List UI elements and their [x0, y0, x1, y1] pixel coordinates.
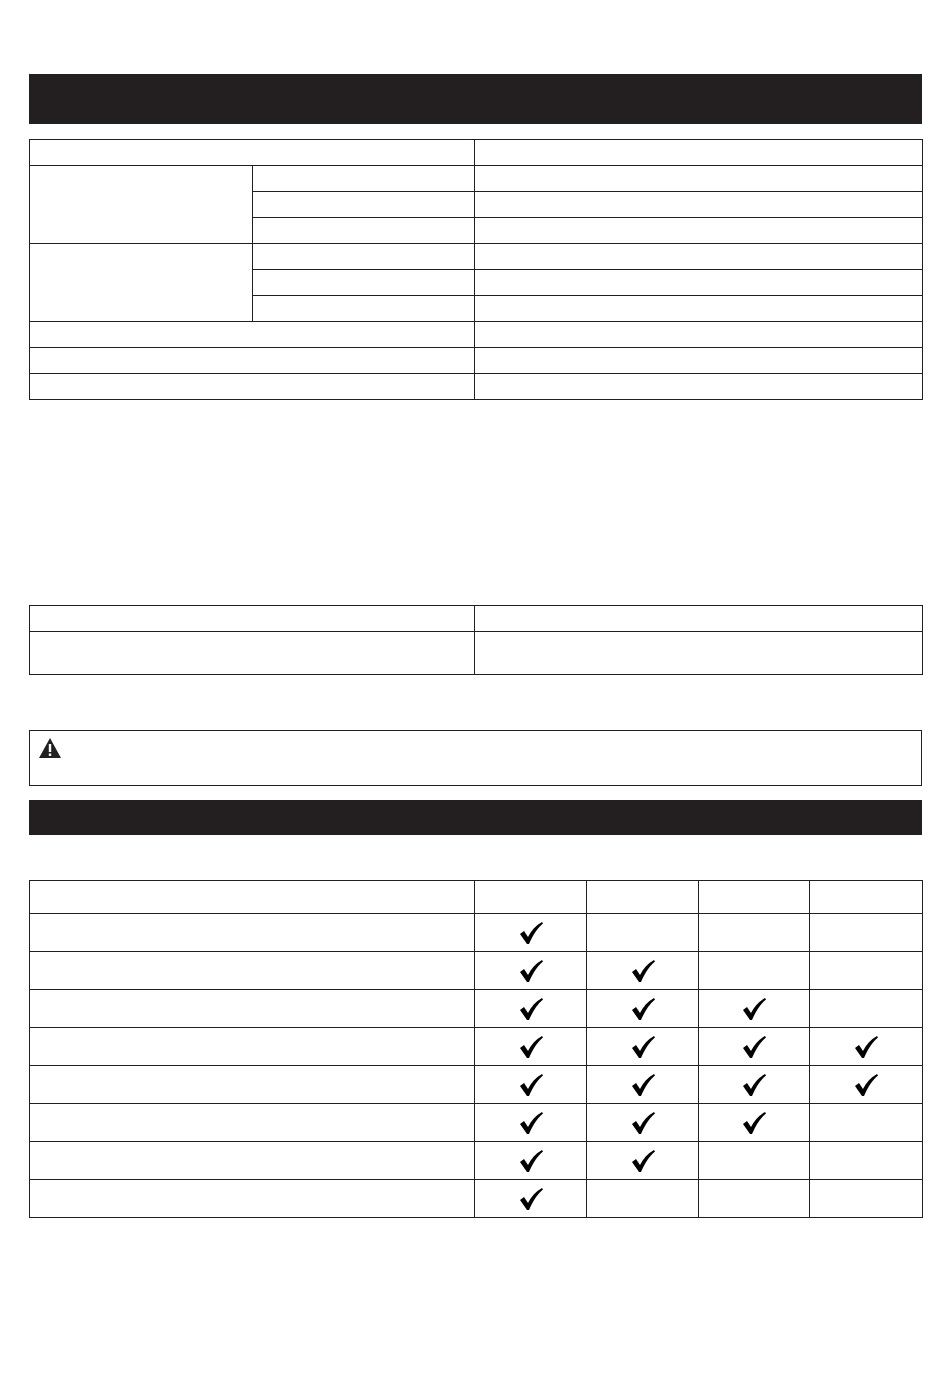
spec-sub-cell — [253, 166, 475, 192]
table-row — [30, 374, 923, 400]
spec-value-cell — [475, 218, 923, 244]
check-cell — [810, 1142, 923, 1180]
check-cell — [475, 1142, 587, 1180]
check-cell — [699, 952, 810, 990]
checkmark-icon — [518, 1035, 544, 1059]
row-label-cell — [30, 1142, 475, 1180]
checkmark-icon — [518, 959, 544, 983]
check-cell — [475, 1180, 587, 1218]
check-cell — [587, 952, 699, 990]
specifications-table — [29, 139, 923, 400]
check-cell — [587, 914, 699, 952]
checkmark-icon — [518, 1187, 544, 1211]
table-row — [30, 1028, 923, 1066]
checkmark-icon — [518, 1073, 544, 1097]
checkmark-icon — [741, 1111, 767, 1135]
checkmark-icon — [630, 959, 656, 983]
header-cell — [587, 881, 699, 914]
check-cell — [475, 914, 587, 952]
check-cell — [810, 990, 923, 1028]
checkmark-icon — [630, 997, 656, 1021]
check-cell — [810, 1104, 923, 1142]
spec-value-cell — [475, 322, 923, 348]
check-cell — [475, 1066, 587, 1104]
check-cell — [810, 1066, 923, 1104]
spec-value-cell — [475, 192, 923, 218]
spec-label-cell — [30, 348, 475, 374]
checkmark-icon — [630, 1073, 656, 1097]
warning-triangle-icon — [38, 737, 62, 759]
section-header-bar — [29, 800, 922, 835]
spec-value-cell — [475, 166, 923, 192]
checkmark-icon — [741, 1073, 767, 1097]
table-header-row — [30, 881, 923, 914]
spec-sub-cell — [253, 270, 475, 296]
secondary-value-cell — [475, 606, 923, 632]
compatibility-table — [29, 880, 923, 1218]
table-row — [30, 244, 923, 270]
check-cell — [699, 1142, 810, 1180]
table-row — [30, 166, 923, 192]
check-cell — [699, 990, 810, 1028]
table-row — [30, 990, 923, 1028]
table-row — [30, 1104, 923, 1142]
spec-value-cell — [475, 374, 923, 400]
secondary-label-cell — [30, 606, 475, 632]
check-cell — [587, 1066, 699, 1104]
checkmark-icon — [518, 1111, 544, 1135]
checkmark-icon — [741, 1035, 767, 1059]
table-row — [30, 952, 923, 990]
check-cell — [810, 1028, 923, 1066]
header-cell — [475, 881, 587, 914]
checkmark-icon — [741, 997, 767, 1021]
row-label-cell — [30, 914, 475, 952]
table-row — [30, 140, 923, 166]
check-cell — [475, 1028, 587, 1066]
spec-label-cell — [30, 140, 475, 166]
secondary-table — [29, 605, 923, 675]
check-cell — [699, 1028, 810, 1066]
spec-sub-cell — [253, 296, 475, 322]
row-label-cell — [30, 1180, 475, 1218]
spec-value-cell — [475, 244, 923, 270]
table-row — [30, 1180, 923, 1218]
header-cell — [810, 881, 923, 914]
secondary-label-cell — [30, 632, 475, 675]
check-cell — [587, 1180, 699, 1218]
check-cell — [587, 1142, 699, 1180]
spec-label-cell — [30, 322, 475, 348]
check-cell — [699, 1180, 810, 1218]
check-cell — [810, 914, 923, 952]
row-label-cell — [30, 1028, 475, 1066]
check-cell — [475, 990, 587, 1028]
check-cell — [699, 1066, 810, 1104]
spec-value-cell — [475, 140, 923, 166]
checkmark-icon — [630, 1149, 656, 1173]
table-row — [30, 348, 923, 374]
spec-value-cell — [475, 270, 923, 296]
table-row — [30, 914, 923, 952]
table-row — [30, 606, 923, 632]
checkmark-icon — [518, 1149, 544, 1173]
section-header-bar — [29, 74, 922, 124]
spec-group-cell — [30, 244, 253, 322]
table-row — [30, 1066, 923, 1104]
check-cell — [587, 990, 699, 1028]
spec-value-cell — [475, 296, 923, 322]
spec-label-cell — [30, 374, 475, 400]
spec-sub-cell — [253, 192, 475, 218]
table-row — [30, 322, 923, 348]
check-cell — [699, 914, 810, 952]
row-label-cell — [30, 1066, 475, 1104]
checkmark-icon — [518, 921, 544, 945]
checkmark-icon — [630, 1111, 656, 1135]
check-cell — [810, 952, 923, 990]
row-label-cell — [30, 990, 475, 1028]
check-cell — [587, 1028, 699, 1066]
check-cell — [587, 1104, 699, 1142]
spec-group-cell — [30, 166, 253, 244]
check-cell — [475, 952, 587, 990]
checkmark-icon — [853, 1073, 879, 1097]
checkmark-icon — [630, 1035, 656, 1059]
header-cell — [699, 881, 810, 914]
spec-value-cell — [475, 348, 923, 374]
row-label-cell — [30, 952, 475, 990]
checkmark-icon — [518, 997, 544, 1021]
check-cell — [475, 1104, 587, 1142]
header-cell — [30, 881, 475, 914]
warning-box — [29, 730, 922, 786]
row-label-cell — [30, 1104, 475, 1142]
check-cell — [810, 1180, 923, 1218]
table-row — [30, 1142, 923, 1180]
spec-sub-cell — [253, 218, 475, 244]
table-row — [30, 632, 923, 675]
secondary-value-cell — [475, 632, 923, 675]
check-cell — [699, 1104, 810, 1142]
spec-sub-cell — [253, 244, 475, 270]
checkmark-icon — [853, 1035, 879, 1059]
